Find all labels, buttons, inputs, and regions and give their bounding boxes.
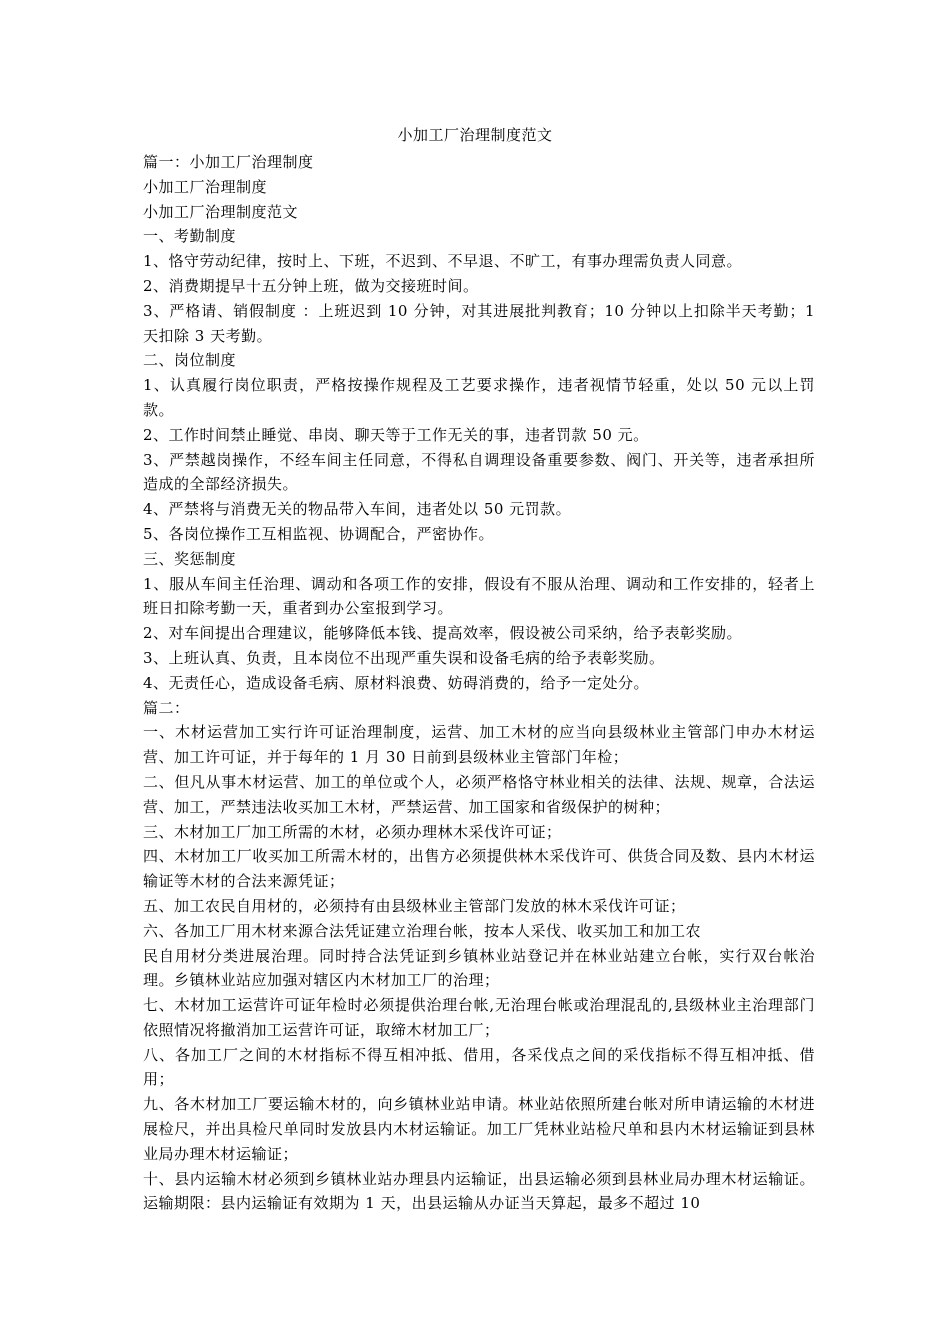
paragraph: 九、各木材加工厂要运输木材的，向乡镇林业站申请。林业站依照所建台帐对所申请运输的木材进展检尺，并出具检尺单同时发放县内木材运输证。加工厂凭林业站检尺单和县内木材运输证到县林业局办理木材运输证； <box>143 1095 815 1163</box>
paragraph: 二、岗位制度 <box>143 351 237 370</box>
paragraph: 一、木材运营加工实行许可证治理制度，运营、加工木材的应当向县级林业主管部门申办木材运营、加工许可证，并于每年的 1 月 30 日前到县级林业主管部门年检； <box>143 723 815 767</box>
paragraph: 4、无责任心，造成设备毛病、原材料浪费、妨碍消费的，给予一定处分。 <box>143 673 650 692</box>
paragraph: 3、严禁越岗操作，不经车间主任同意，不得私自调理设备重要参数、阀门、开关等，违者承担所造成的全部经济损失。 <box>143 450 815 494</box>
paragraph: 3、严格请、销假制度 ：上班迟到 10 分钟，对其进展批判教育；10 分钟以上扣除半天考勤；1 天扣除 3 天考勤。 <box>143 301 815 345</box>
paragraph: 七、木材加工运营许可证年检时必须提供治理台帐,无治理台帐或治理混乱的,县级林业主治理部门依照情况将撤消加工运营许可证，取缔木材加工厂； <box>143 996 815 1039</box>
paragraph: 二、但凡从事木材运营、加工的单位或个人，必须严格恪守林业相关的法律、法规、规章，合法运营、加工，严禁违法收买加工木材，严禁运营、加工国家和省级保护的树种； <box>143 772 815 816</box>
paragraph: 篇一：小加工厂治理制度 <box>143 153 314 171</box>
paragraph: 1、恪守劳动纪律，按时上、下班，不迟到、不早退、不旷工，有事办理需负责人同意。 <box>143 252 743 271</box>
paragraph: 四、木材加工厂收买加工所需木材的，出售方必须提供林木采伐许可、供货合同及数、县内木材运输证等木材的合法来源凭证； <box>143 847 815 891</box>
document-body <box>143 150 815 1216</box>
paragraph: 2、消费期提早十五分钟上班，做为交接班时间。 <box>143 276 479 295</box>
document-title: 小加工厂治理制度范文 <box>397 126 553 144</box>
paragraph: 2、工作时间禁止睡觉、串岗、聊天等于工作无关的事，违者罚款 50 元。 <box>143 425 649 444</box>
paragraph: 3、上班认真、负责，且本岗位不出现严重失误和设备毛病的给予表彰奖励。 <box>143 648 665 667</box>
paragraph: 一、考勤制度 <box>143 227 237 246</box>
paragraph: 小加工厂治理制度范文 <box>143 202 299 221</box>
paragraph: 1、认真履行岗位职责，严格按操作规程及工艺要求操作，违者视情节轻重，处以 50 元以上罚款。 <box>143 376 815 419</box>
paragraph: 三、奖惩制度 <box>143 549 237 568</box>
paragraph: 六、各加工厂用木材来源合法凭证建立治理台帐，按本人采伐、收买加工和加工农 民自用材分类进展治理。同时持合法凭证到乡镇林业站登记并在林业站建立台帐，实行双台帐治理。乡镇林业站应加强对辖区内木材加工厂的治理； <box>143 921 815 990</box>
paragraph: 十、县内运输木材必须到乡镇林业站办理县内运输证，出县运输必须到县林业局办理木材运输证。运输期限：县内运输证有效期为 1 天，出县运输从办证当天算起，最多不超过 10 <box>143 1169 815 1213</box>
paragraph: 三、木材加工厂加工所需的木材，必须办理林木采伐许可证； <box>143 822 562 841</box>
paragraph: 2、对车间提出合理建议，能够降低本钱、提高效率，假设被公司采纳，给予表彰奖励。 <box>143 624 743 643</box>
paragraph: 5、各岗位操作工互相监视、协调配合，严密协作。 <box>143 524 495 543</box>
paragraph: 五、加工农民自用材的，必须持有由县级林业主管部门发放的林木采伐许可证； <box>143 896 686 915</box>
paragraph: 小加工厂治理制度 <box>143 177 268 196</box>
paragraph: 篇二： <box>143 698 190 717</box>
paragraph: 4、严禁将与消费无关的物品带入车间，违者处以 50 元罚款。 <box>143 500 572 519</box>
paragraph: 1、服从车间主任治理、调动和各项工作的安排，假设有不服从治理、调动和工作安排的，轻者上班日扣除考勤一天，重者到办公室报到学习。 <box>143 574 815 618</box>
paragraph: 八、各加工厂之间的木材指标不得互相冲抵、借用，各采伐点之间的采伐指标不得互相冲抵、借用； <box>143 1045 815 1089</box>
